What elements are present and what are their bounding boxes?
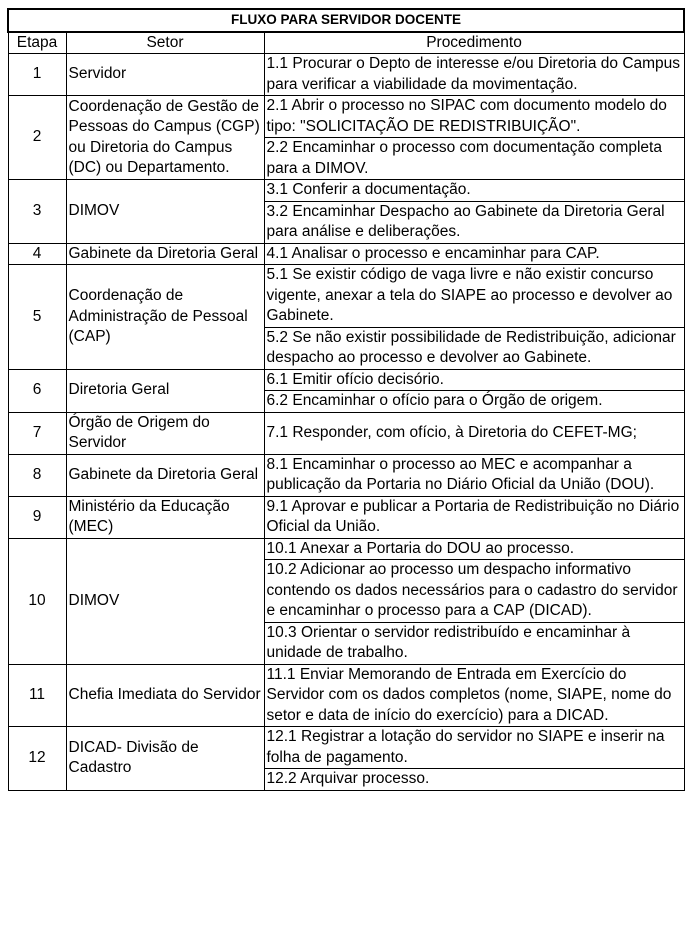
procedimento-cell: 10.2 Adicionar ao processo um despacho informativo contendo os dados necessários para o cadastro do servidor e encaminhar o processo para a CAP (DICAD). [264,560,684,623]
table-row [8,412,684,454]
procedimento-cell: 1.1 Procurar o Depto de interesse e/ou Diretoria do Campus para verificar a viabilidade da movimentação. [264,54,684,96]
setor-cell: Coordenação de Administração de Pessoal (CAP) [66,265,264,370]
setor-cell: Chefia Imediata do Servidor [66,664,264,727]
etapa-cell: 12 [8,727,66,791]
setor-cell: Gabinete da Diretoria Geral [66,454,264,496]
table-row [8,54,684,96]
table-row [8,664,684,727]
table-row [8,454,684,496]
setor-cell: DICAD- Divisão de Cadastro [66,727,264,791]
procedimento-cell: 3.1 Conferir a documentação. [264,180,684,202]
setor-cell: Servidor [66,54,264,96]
procedimento-cell: 6.1 Emitir ofício decisório. [264,369,684,391]
etapa-cell: 9 [8,496,66,538]
etapa-cell: 10 [8,538,66,664]
setor-cell: DIMOV [66,538,264,664]
flow-table [7,8,685,791]
procedimento-cell: 12.1 Registrar a lotação do servidor no SIAPE e inserir na folha de pagamento. [264,727,684,769]
header-etapa: Etapa [8,32,66,54]
setor-cell: Diretoria Geral [66,369,264,412]
etapa-cell: 2 [8,96,66,180]
procedimento-cell: 5.2 Se não existir possibilidade de Redistribuição, adicionar despacho ao processo e devolver ao Gabinete. [264,327,684,369]
procedimento-cell: 10.1 Anexar a Portaria do DOU ao processo. [264,538,684,560]
procedimento-cell: 2.1 Abrir o processo no SIPAC com documento modelo do tipo: "SOLICITAÇÃO DE REDISTRIBUIÇÃO". [264,96,684,138]
header-procedimento: Procedimento [264,32,684,54]
header-setor: Setor [66,32,264,54]
procedimento-cell: 2.2 Encaminhar o processo com documentação completa para a DIMOV. [264,138,684,180]
table-row [8,369,684,391]
table-row [8,496,684,538]
setor-cell: Órgão de Origem do Servidor [66,412,264,454]
procedimento-cell: 5.1 Se existir código de vaga livre e não existir concurso vigente, anexar a tela do SIAPE ao processo e devolver ao Gabinete. [264,265,684,328]
setor-cell: Gabinete da Diretoria Geral [66,243,264,265]
procedimento-cell: 12.2 Arquivar processo. [264,769,684,791]
table-title: FLUXO PARA SERVIDOR DOCENTE [8,9,684,32]
procedimento-cell: 4.1 Analisar o processo e encaminhar para CAP. [264,243,684,265]
table-row [8,180,684,202]
table-row [8,243,684,265]
procedimento-cell: 7.1 Responder, com ofício, à Diretoria do CEFET-MG; [264,412,684,454]
table-body [8,54,684,791]
table-row [8,96,684,138]
setor-cell: DIMOV [66,180,264,244]
setor-cell: Coordenação de Gestão de Pessoas do Campus (CGP) ou Diretoria do Campus (DC) ou Departamento. [66,96,264,180]
flow-table-wrapper [7,8,685,791]
etapa-cell: 3 [8,180,66,244]
etapa-cell: 8 [8,454,66,496]
table-row [8,538,684,560]
procedimento-cell: 10.3 Orientar o servidor redistribuído e encaminhar à unidade de trabalho. [264,622,684,664]
table-row [8,265,684,328]
etapa-cell: 7 [8,412,66,454]
etapa-cell: 6 [8,369,66,412]
procedimento-cell: 11.1 Enviar Memorando de Entrada em Exercício do Servidor com os dados completos (nome, SIAPE, nome do setor e data de início do exercício) para a DICAD. [264,664,684,727]
etapa-cell: 4 [8,243,66,265]
procedimento-cell: 6.2 Encaminhar o ofício para o Órgão de origem. [264,391,684,413]
etapa-cell: 1 [8,54,66,96]
procedimento-cell: 9.1 Aprovar e publicar a Portaria de Redistribuição no Diário Oficial da União. [264,496,684,538]
etapa-cell: 5 [8,265,66,370]
procedimento-cell: 3.2 Encaminhar Despacho ao Gabinete da Diretoria Geral para análise e deliberações. [264,201,684,243]
table-row [8,727,684,769]
setor-cell: Ministério da Educação (MEC) [66,496,264,538]
etapa-cell: 11 [8,664,66,727]
procedimento-cell: 8.1 Encaminhar o processo ao MEC e acompanhar a publicação da Portaria no Diário Oficial da União (DOU). [264,454,684,496]
